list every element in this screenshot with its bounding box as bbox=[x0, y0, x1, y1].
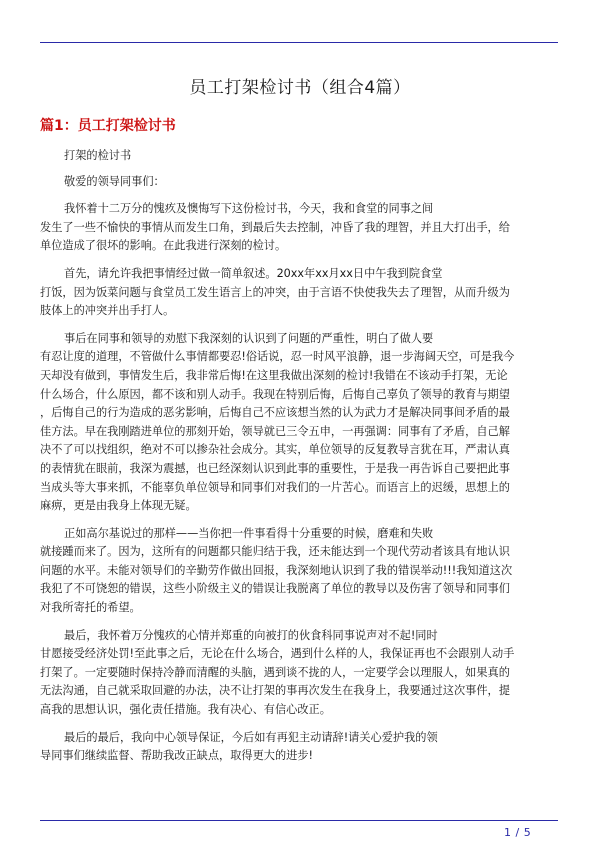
header-rule bbox=[40, 42, 558, 43]
paragraph bbox=[40, 729, 560, 766]
paragraph bbox=[40, 147, 560, 166]
paragraph bbox=[40, 627, 560, 720]
text-line: 我怀着十二万分的愧疚及懊悔写下这份检讨书，今天，我和食堂的同事之间 bbox=[64, 202, 434, 216]
section-heading: 篇1：员工打架检讨书 bbox=[40, 118, 176, 134]
text-line: 我犯了不可饶恕的错误，这些小阶级主义的错误让我脱离了单位的教导以及伤害了领导和同事们 bbox=[40, 582, 510, 596]
text-line: 的表情犹在眼前，我深为震撼，也已经深刻认识到此事的重要性，于是我一再告诉自己要把此事 bbox=[40, 461, 510, 475]
paragraph bbox=[40, 525, 560, 618]
text-line: 有忍让度的道理，不管做什么事情都要忍!俗话说，忍一时风平浪静，退一步海阔天空，可是我今 bbox=[40, 350, 515, 364]
page-number: 1 / 5 bbox=[504, 826, 532, 839]
paragraph bbox=[40, 173, 560, 192]
text-line: 决不了可以找组织，绝对不可以掺杂社会成分。其实，单位领导的反复教导言犹在耳，严肃认真 bbox=[40, 443, 510, 457]
text-line: 佳方法。早在我刚踏进单位的那刻开始，领导就已三令五申，一再强调：同事有了矛盾，自己解 bbox=[40, 424, 510, 438]
document-title: 员工打架检讨书（组合4篇） bbox=[189, 78, 411, 98]
paragraph bbox=[40, 200, 560, 256]
text-line: 肢体上的冲突并出手打人。 bbox=[40, 304, 175, 318]
text-line: 什么场合，什么原因，都不该和别人动手。我现在特别后悔，后悔自己辜负了领导的教育与期望 bbox=[40, 387, 510, 401]
footer-rule bbox=[40, 820, 558, 821]
text-line: 单位造成了很坏的影响。在此我进行深刻的检讨。 bbox=[40, 239, 287, 253]
document-body bbox=[40, 147, 560, 775]
paragraph bbox=[40, 265, 560, 321]
text-line: 打饭，因为饭菜问题与食堂员工发生语言上的冲突，由于言语不快使我失去了理智，从而升级为 bbox=[40, 285, 510, 299]
text-line: 发生了一些不愉快的事情从而发生口角，到最后失去控制，冲昏了我的理智，并且大打出手，给 bbox=[40, 220, 510, 234]
text-line: 对我所寄托的希望。 bbox=[40, 601, 141, 615]
text-line: 首先，请允许我把事情经过做一简单叙述。20xx年xx月xx日中午我到院食堂 bbox=[64, 266, 443, 280]
text-line: 高我的思想认识，强化责任措施。我有决心、有信心改正。 bbox=[40, 703, 331, 717]
text-line: 最后，我怀着万分愧疚的心情并郑重的向被打的伙食科同事说声对不起!同时 bbox=[64, 628, 438, 642]
text-line: ，后悔自己的行为造成的恶劣影响，后悔自己不应该想当然的认为武力才是解决同事间矛盾的最 bbox=[40, 406, 510, 420]
text-line: 打架了。一定要随时保持冷静而清醒的头脑，遇到谈不拢的人，一定要学会以理服人，如果真的 bbox=[40, 665, 510, 679]
text-line: 打架的检讨书 bbox=[64, 149, 132, 162]
text-line: 当成头等大事来抓，不能辜负单位领导和同事们对我们的一片苦心。而语言上的迟缓，思想上的 bbox=[40, 480, 510, 494]
text-line: 问题的水平。未能对领导们的辛勤劳作做出回报，我深刻地认识到了我的错误举动!!!我知道这次 bbox=[40, 563, 513, 577]
text-line: 导同事们继续监督、帮助我改正缺点，取得更大的进步! bbox=[40, 749, 313, 763]
text-line: 正如高尔基说过的那样——当你把一件事看得十分重要的时候，磨难和失败 bbox=[64, 526, 434, 540]
text-line: 就接踵而来了。因为，这所有的问题都只能归结于我，还未能达到一个现代劳动者该具有地认识 bbox=[40, 545, 510, 559]
text-line: 最后的最后，我向中心领导保证，今后如有再犯主动请辞!请关心爱护我的领 bbox=[64, 730, 438, 744]
text-line: 无法沟通，自己就采取回避的办法，决不让打架的事再次发生在我身上，我要通过这次事件，提 bbox=[40, 684, 510, 698]
text-line: 甘愿接受经济处罚!至此事之后，无论在什么场合，遇到什么样的人，我保证再也不会跟别人动手 bbox=[40, 647, 515, 661]
paragraph bbox=[40, 330, 560, 516]
text-line: 麻痹，更是由我身上体现无疑。 bbox=[40, 499, 197, 513]
text-line: 天却没有做到，事情发生后，我非常后悔!在这里我做出深刻的检讨!我错在不该动手打架，无论 bbox=[40, 368, 508, 382]
text-line: 敬爱的领导同事们： bbox=[64, 174, 165, 188]
text-line: 事后在同事和领导的劝慰下我深刻的认识到了问题的严重性，明白了做人要 bbox=[64, 331, 434, 345]
